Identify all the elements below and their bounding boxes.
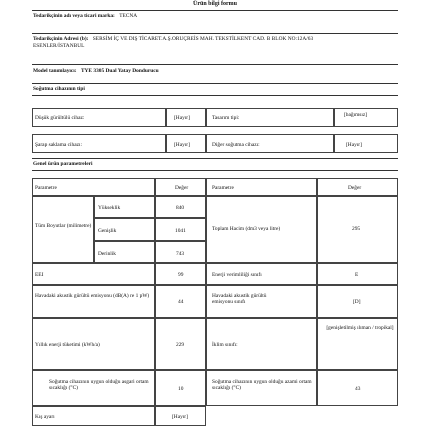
supplier-name-row	[33, 13, 397, 19]
page-title: Ürün bilgi formu	[192, 1, 237, 7]
noise-class-label: Havadaki akustik gürültü emisyonu sınıfı	[212, 293, 267, 306]
col-param-cell-right	[206, 178, 317, 196]
col-value-cell	[155, 178, 206, 196]
divider	[32, 95, 398, 96]
energy-class-label-cell	[206, 263, 317, 285]
other-label: Diğer soğutma cihazı:	[212, 142, 260, 148]
noise-class-value: [D]	[353, 299, 361, 305]
width-value-cell	[155, 218, 206, 241]
design-type-label-cell	[206, 108, 334, 127]
min-temp-label-cell	[32, 370, 155, 406]
supplier-name-label: Tedarikçinin adı veya ticari marka:	[33, 13, 115, 19]
depth-label: Derinlik	[98, 251, 116, 257]
col-param-cell	[32, 178, 155, 196]
cooling-type-heading: Soğutma cihazının tipi	[33, 86, 85, 92]
volume-label: Toplam Hacim (dm3 veya litre)	[212, 226, 281, 232]
min-temp-value: 10	[178, 386, 184, 392]
eei-label: EEI	[35, 272, 44, 278]
model-row	[33, 68, 397, 74]
low-noise-value: [Hayır]	[174, 115, 190, 121]
climate-value: [genişletilmiş ılıman / tropikal]	[326, 325, 394, 331]
winter-value-cell	[155, 406, 206, 426]
winter-label: Kış ayarı	[35, 414, 55, 420]
annual-energy-value-cell	[155, 318, 206, 370]
annual-energy-label: Yıllık enerji tüketimi (kWh/a)	[35, 342, 100, 348]
dimensions-label-cell	[32, 196, 94, 263]
max-temp-label-cell	[206, 370, 317, 406]
col-param-header: Parametre	[35, 185, 57, 191]
climate-label: İklim sınıfı:	[212, 342, 238, 348]
params-heading: Genel ürün parametreleri	[33, 161, 93, 167]
low-noise-label: Düşük gürültülü cihaz:	[35, 115, 85, 121]
eei-label-cell	[32, 263, 155, 285]
divider	[32, 33, 398, 34]
noise-label: Havadaki akustik gürültü emisyonu (dB(A) re 1 pW)	[35, 293, 150, 299]
volume-value: 295	[352, 226, 361, 232]
depth-label-cell	[94, 241, 155, 263]
width-value: 1041	[175, 228, 186, 234]
supplier-address-row	[33, 36, 397, 42]
height-value: 840	[176, 205, 185, 211]
max-temp-label: Soğutma cihazının uygun olduğu azami ortam sıcaklığı (°C)	[212, 379, 312, 392]
noise-class-label-cell	[206, 285, 317, 318]
noise-value-cell	[155, 285, 206, 318]
energy-class-label: Enerji verimliliği sınıfı	[212, 272, 262, 278]
supplier-address-value: SERSİM İÇ VE DIŞ TİCARET.A.Ş.ORUÇREİS MAH. TEKSTİLKENT CAD. B BLOK NO:12A/63	[92, 36, 314, 42]
other-value-cell	[334, 134, 398, 153]
climate-value-cell	[317, 318, 398, 370]
dimensions-label: Tüm Boyutlar (milimetre)	[35, 223, 92, 229]
winter-label-cell	[32, 406, 155, 426]
design-type-label: Tasarım tipi:	[212, 115, 240, 121]
model-value: TYE 3305 Dual Yatay Dondurucu	[80, 68, 159, 74]
max-temp-value-cell	[317, 370, 398, 406]
min-temp-value-cell	[155, 370, 206, 406]
wine-value: [Hayır]	[174, 142, 190, 148]
col-param-header-right: Parametre	[212, 185, 234, 191]
climate-label-cell	[206, 318, 317, 370]
wine-label-cell	[32, 134, 166, 153]
volume-value-cell	[317, 196, 398, 263]
height-value-cell	[155, 196, 206, 218]
other-value: [Hayır]	[346, 142, 362, 148]
noise-value: 44	[178, 299, 184, 305]
height-label: Yükseklik	[98, 205, 121, 211]
depth-value: 743	[176, 251, 185, 257]
divider	[32, 64, 398, 65]
winter-value: [Hayır]	[172, 414, 188, 420]
annual-energy-label-cell	[32, 318, 155, 370]
noise-label-cell	[32, 285, 155, 318]
col-value-cell-right	[317, 178, 398, 196]
low-noise-label-cell	[32, 108, 166, 127]
design-type-value-cell	[334, 108, 398, 127]
energy-class-value: E	[355, 272, 359, 278]
height-label-cell	[94, 196, 155, 218]
wine-value-cell	[166, 134, 206, 153]
divider	[32, 83, 398, 84]
volume-label-cell	[206, 196, 317, 263]
max-temp-value: 43	[355, 386, 361, 392]
low-noise-value-cell	[166, 108, 206, 127]
width-label-cell	[94, 218, 155, 241]
depth-value-cell	[155, 241, 206, 263]
width-label: Genişlik	[98, 228, 117, 234]
supplier-address-label: Tedarikçinin Adresi (b):	[33, 36, 89, 42]
supplier-name-value: TECNA	[119, 13, 138, 19]
other-label-cell	[206, 134, 334, 153]
divider	[32, 158, 398, 159]
wine-label: Şarap saklama cihazı:	[35, 142, 82, 148]
min-temp-label: Soğutma cihazının uygun olduğu asgari ortam sıcaklığı (°C)	[49, 379, 149, 392]
energy-class-value-cell	[317, 263, 398, 285]
divider	[32, 10, 398, 11]
col-value-header: Değer	[175, 185, 189, 191]
eei-value: 99	[178, 272, 184, 278]
annual-energy-value: 229	[176, 342, 185, 348]
design-type-value: [bağımsız]	[344, 112, 368, 118]
noise-class-value-cell	[317, 285, 398, 318]
col-value-header-right: Değer	[348, 185, 362, 191]
model-label: Model tanımlayıcı:	[33, 68, 77, 74]
eei-value-cell	[155, 263, 206, 285]
divider	[32, 170, 398, 171]
supplier-address-line2: ESENLER/İSTANBUL	[33, 43, 85, 49]
